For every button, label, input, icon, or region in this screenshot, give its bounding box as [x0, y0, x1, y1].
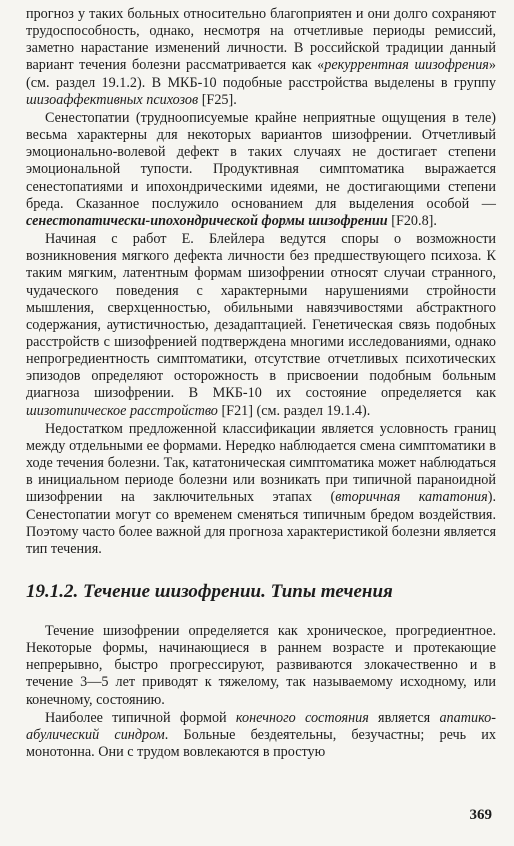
paragraph: [26, 421, 496, 558]
page-body: [26, 6, 496, 761]
paragraph: [26, 110, 496, 230]
paragraph: [26, 6, 496, 109]
section-heading: 19.1.2. Течение шизофрении. Типы течения: [26, 581, 393, 602]
paragraph: [26, 710, 496, 761]
text-block-top: [26, 6, 496, 558]
page-number: 369: [469, 807, 492, 823]
emphasis-text: шизоаффективных психозов: [26, 91, 199, 108]
emphasis-text: конечного состояния: [235, 709, 369, 726]
emphasis-text: вторичная кататония: [335, 489, 488, 506]
body-text: » (см. раздел 19.1.2). В МКБ-10 подобные расстройства выделены в группу: [26, 57, 496, 91]
body-text: . Больные бездеятельны, безучастны; речь их монотонна. Они с трудом вовлекаются в простую: [26, 726, 496, 761]
emphasis-text: апатико-абулический синдром: [26, 709, 496, 743]
body-text: ). Сенестопатии могут со временем сменяться типичным бредом воздействия. Поэтому часто более важной для прогноза характеристикой болезни является тип течения.: [26, 489, 497, 557]
emphasis-text: рекуррентная шизофрения: [324, 57, 489, 74]
body-text: Начиная с работ Е. Блейлера ведутся споры о возможности возникновения мягкого дефекта личности без предшествующего психоза. К таким мягким, латентным формам шизофрении относят случаи странного, чудаческого поведения с характерными нарушениями стройности мышления, сверхценностью, обильными навязчивостями абстрактного содержания, аутистичностью, дезадаптацией. Генетическая связь подобных расстройств с шизофренией подтверждена многими исследованиями, однако непрогредиентность симптоматики, отсутствие отчетливых психотических эпизодов определяют осторожность в присвоении подобным больным диагноза шизофрении. В МКБ-10 их состояние определяется как: [26, 231, 496, 402]
paragraph: [26, 623, 496, 709]
body-text: [F20.8].: [387, 212, 437, 229]
emphasis-text: шизотипическое расстройство: [26, 402, 218, 419]
body-text: является: [368, 709, 440, 726]
body-text: Наиболее типичной формой: [45, 709, 236, 726]
body-text: [F21] (см. раздел 19.1.4).: [217, 402, 371, 419]
body-text: Недостатком предложенной классификации является условность границ между отдельными ее формами. Нередко наблюдается смена симптоматики в ходе течения болезни. Так, кататоническая симптоматика может наблюдаться в инициальном периоде болезни или возникать при типичной параноидной шизофрении на заключительных этапах (: [26, 420, 496, 506]
paragraph: [26, 231, 496, 420]
text-block-bottom: [26, 623, 496, 761]
body-text: прогноз у таких больных относительно благоприятен и они долго сохраняют трудоспособность, однако, несмотря на отчетливые периоды ремиссий, заметно нарастание изменений личности. В российской традиции данный вариант течения болезни рассматривается как «: [26, 6, 496, 74]
body-text: Сенестопатии (трудноописуемые крайне неприятные ощущения в теле) весьма характерны для некоторых вариантов шизофрении. Отчетливый эмоционально-волевой дефект в таких случаях не достигает степени эмоциональной тупости. Продуктивная симптоматика выражается сенестопатиями и ипохондрическими идеями, не достигающими степени бреда. Сказанное послужило основанием для выделения особой —: [26, 109, 496, 212]
body-text: [F25].: [198, 91, 237, 108]
emphasis-text: сенестопатически-ипохондрической формы шизофрении: [26, 212, 388, 229]
body-text: Течение шизофрении определяется как хроническое, прогредиентное. Некоторые формы, начинающиеся в раннем возрасте и протекающие непрерывно, быстро прогрессируют, развиваются злокачественно и в течение 3—5 лет приводят к тяжелому, так называемому исходному, или конечному, состоянию.: [26, 623, 496, 708]
